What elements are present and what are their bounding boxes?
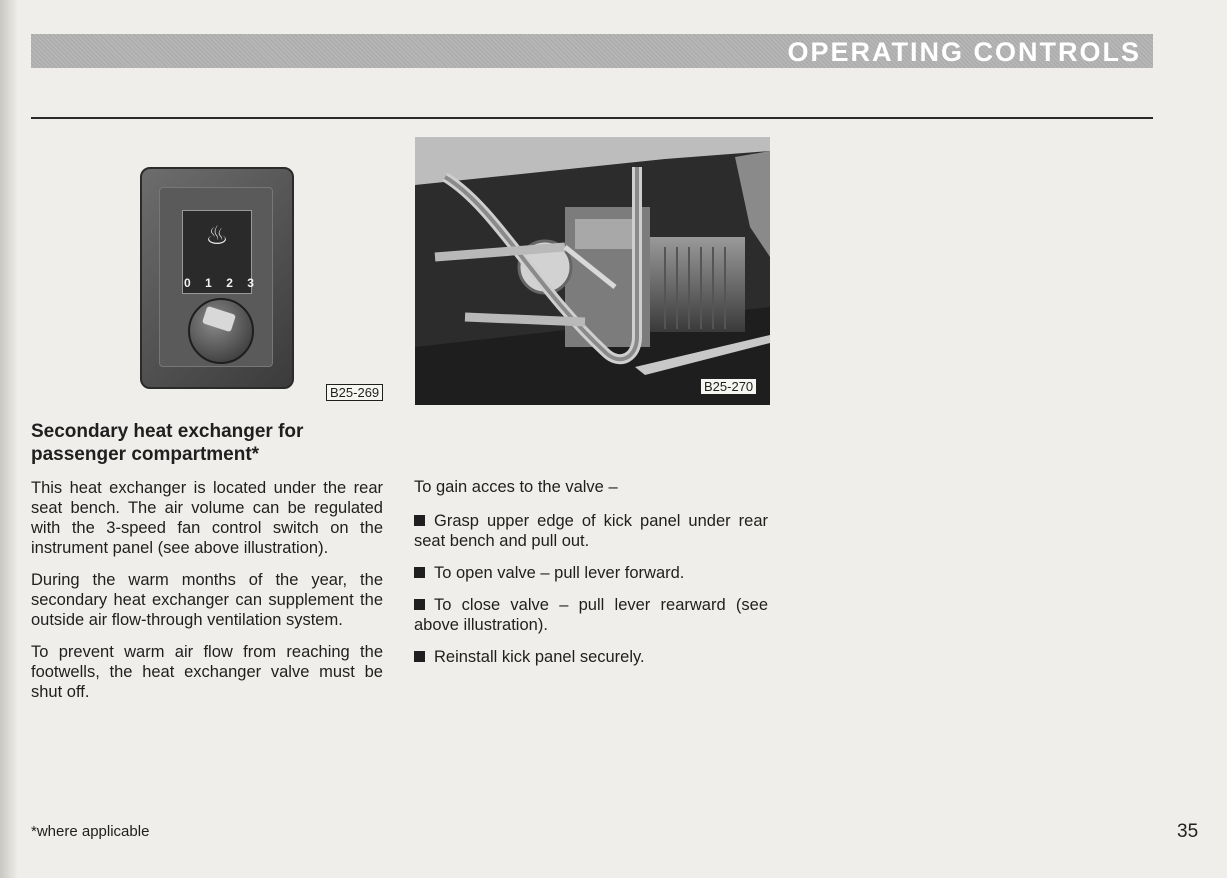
left-column-body (31, 478, 383, 714)
procedure-steps (414, 511, 768, 667)
procedure-intro: To gain acces to the valve – (414, 478, 618, 496)
footnote: *where applicable (31, 823, 150, 840)
section-header-band (31, 34, 1153, 68)
figure-label-valve-photo: B25-270 (700, 378, 757, 395)
knob-grip (202, 306, 236, 332)
fan-speed-label: 1 (205, 276, 212, 290)
valve-photo-drawing (415, 137, 770, 405)
procedure-step (414, 511, 768, 551)
procedure-step (414, 647, 768, 667)
bullet-icon (414, 567, 425, 578)
passenger-seats-icon: ♨ (205, 221, 229, 251)
fan-speed-label: 3 (247, 276, 254, 290)
bullet-icon (414, 651, 425, 662)
procedure-step (414, 563, 768, 583)
bullet-icon (414, 599, 425, 610)
fan-control-knob (188, 298, 254, 364)
header-divider (31, 117, 1153, 119)
fan-speed-label: 0 (184, 276, 191, 290)
section-header-title: OPERATING CONTROLS (787, 37, 1141, 67)
procedure-step-text: To close valve – pull lever rearward (see above illustration). (414, 596, 768, 634)
section-heading: Secondary heat exchanger for passenger compartment* (31, 421, 304, 465)
switch-bezel (159, 187, 273, 367)
procedure-step (414, 595, 768, 635)
page-gutter-shadow (0, 0, 18, 878)
procedure-step-text: Grasp upper edge of kick panel under rear seat bench and pull out. (414, 512, 768, 550)
fan-control-switch-illustration (140, 167, 294, 389)
body-paragraph: To prevent warm air flow from reaching the footwells, the heat exchanger valve must be shut off. (31, 643, 383, 701)
body-paragraph: During the warm months of the year, the secondary heat exchanger can supplement the outside air flow-through ventilation system. (31, 571, 383, 629)
heat-exchanger-valve-photo (415, 137, 770, 405)
fan-speed-scale (184, 276, 254, 290)
body-paragraph: This heat exchanger is located under the rear seat bench. The air volume can be regulated with the 3-speed fan control switch on the instrument panel (see above illustration). (31, 479, 383, 557)
procedure-step-text: Reinstall kick panel securely. (434, 648, 645, 666)
procedure-block (414, 477, 768, 679)
bullet-icon (414, 515, 425, 526)
fan-speed-label: 2 (226, 276, 233, 290)
page-number: 35 (1177, 821, 1199, 842)
figure-label-fan-switch: B25-269 (326, 384, 383, 401)
procedure-step-text: To open valve – pull lever forward. (434, 564, 685, 582)
